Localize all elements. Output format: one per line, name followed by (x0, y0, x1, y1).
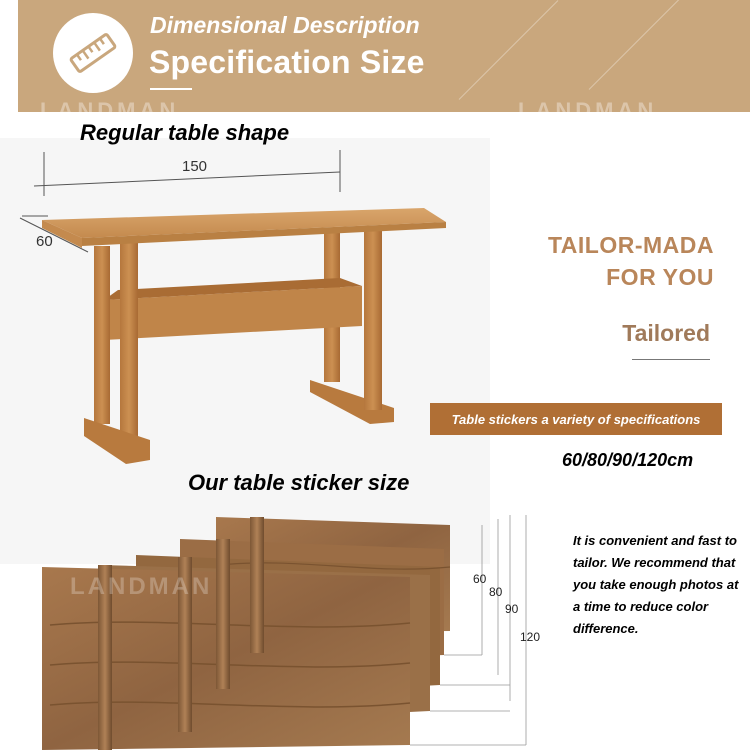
header-banner (18, 0, 750, 112)
tailor-heading-line2: FOR YOU (606, 264, 714, 290)
table-section-title: Regular table shape (80, 120, 290, 145)
ruler-icon (67, 27, 119, 79)
tailor-heading-line1: TAILOR-MADA (547, 232, 714, 258)
table-width-label: 60 (36, 233, 53, 250)
sticker-section-title: Our table sticker size (188, 470, 410, 495)
sticker-watermark: LANDMAN (70, 573, 213, 600)
ruler-badge (53, 13, 133, 93)
header-underline (150, 88, 192, 90)
roll-label-120: 120 (520, 630, 541, 644)
sticker-rolls-illustration (40, 505, 540, 750)
tailor-note: It is convenient and fast to tailor. We recommend that you take enough photos at a time to reduce color difference. (573, 533, 739, 636)
brand-watermark: LANDMAN (40, 98, 180, 123)
table-illustration (0, 140, 500, 470)
header-title: Specification Size (149, 44, 425, 80)
roll-label-90: 90 (505, 602, 519, 616)
brand-watermark: LANDMAN (518, 98, 658, 123)
spec-sizes: 60/80/90/120cm (562, 450, 694, 470)
roll-label-60: 60 (473, 572, 487, 586)
header-subtitle: Dimensional Description (150, 12, 420, 38)
roll-label-80: 80 (489, 585, 503, 599)
tailor-divider (632, 359, 710, 360)
tailor-subheading: Tailored (622, 320, 710, 346)
table-length-label: 150 (182, 158, 208, 175)
spec-banner: Table stickers a variety of specifications (430, 403, 722, 435)
